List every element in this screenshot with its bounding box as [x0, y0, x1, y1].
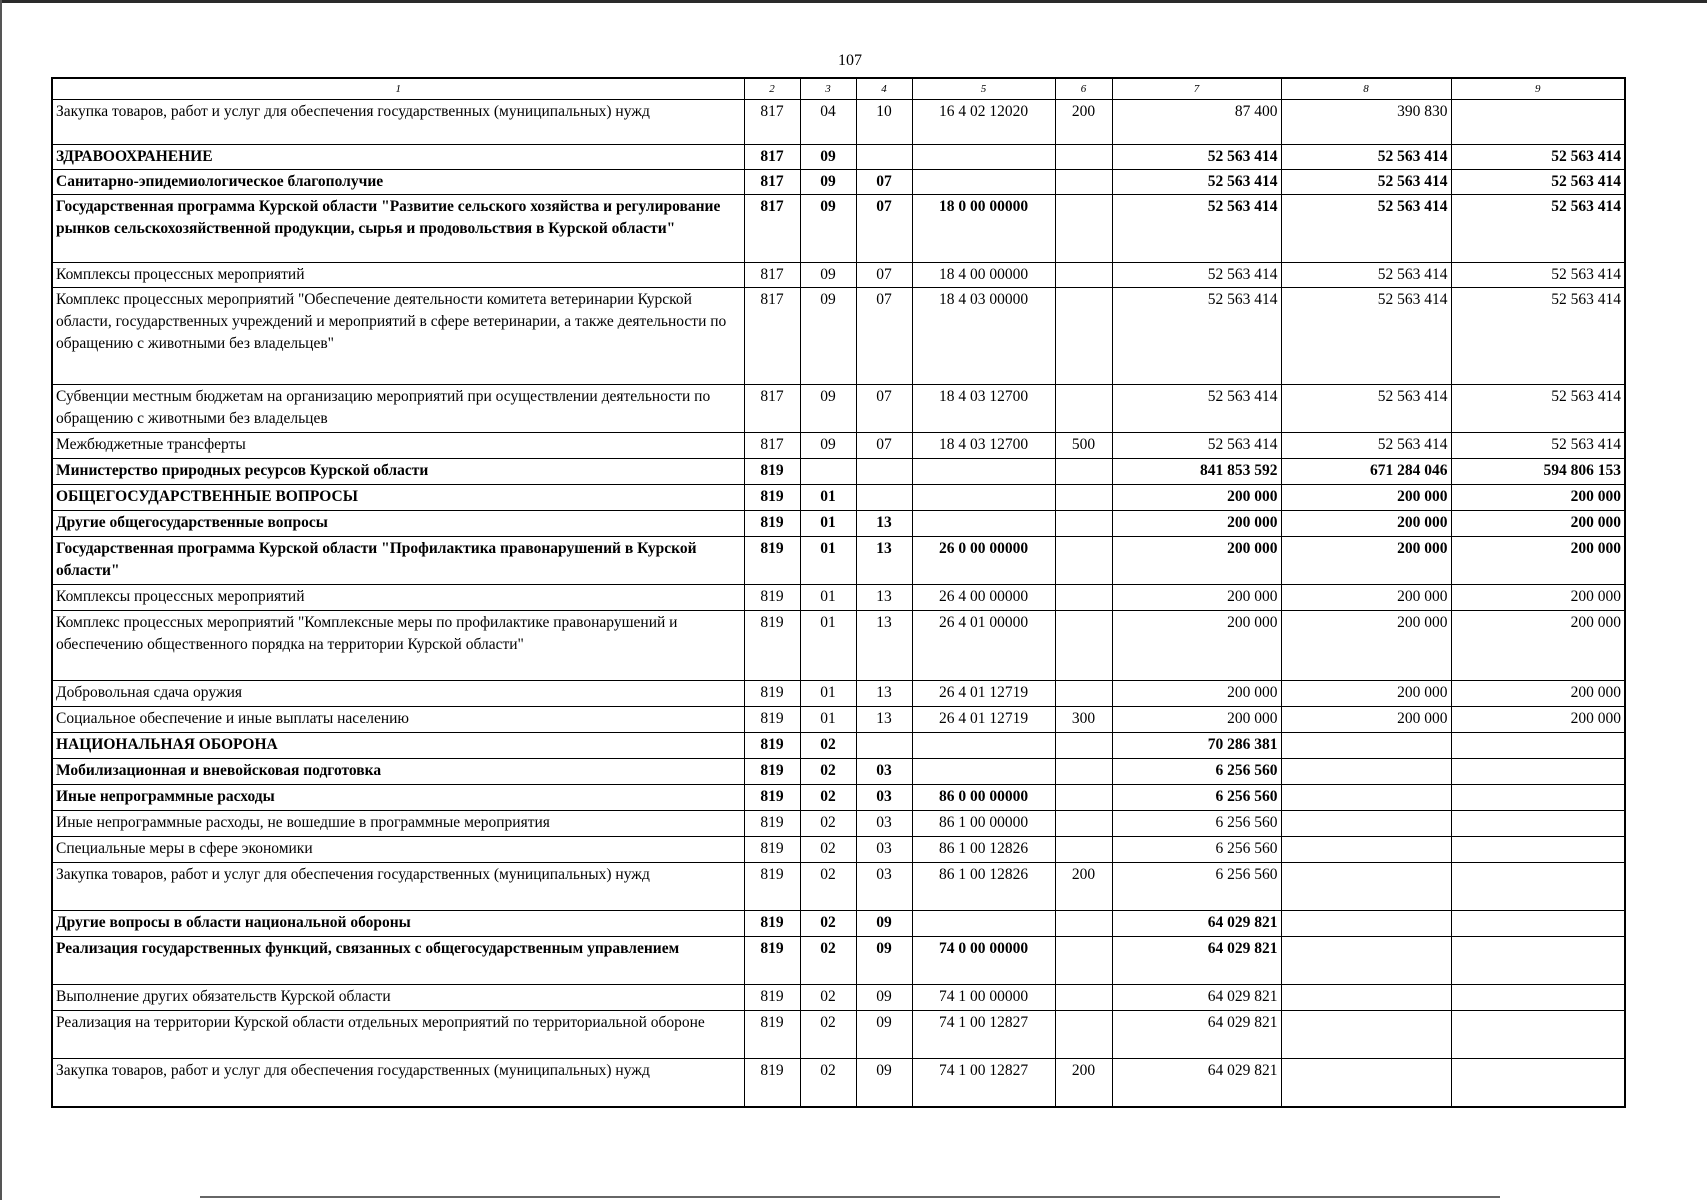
subsection-cell: 03 [856, 759, 912, 785]
item-name-cell: Закупка товаров, работ и услуг для обеспечения государственных (муниципальных) нужд [52, 863, 744, 911]
amount-year3-cell: 52 563 414 [1451, 288, 1625, 385]
table-row [52, 785, 1625, 811]
ministry-code-cell: 817 [744, 433, 800, 459]
amount-year1-cell: 64 029 821 [1112, 985, 1281, 1011]
amount-year1-cell: 52 563 414 [1112, 433, 1281, 459]
subsection-cell [856, 485, 912, 511]
amount-year1-cell: 52 563 414 [1112, 145, 1281, 170]
ministry-code-cell: 819 [744, 1011, 800, 1059]
table-row [52, 170, 1625, 195]
amount-year2-cell [1281, 985, 1451, 1011]
amount-year1-cell: 87 400 [1112, 100, 1281, 145]
amount-year3-cell [1451, 759, 1625, 785]
ministry-code-cell: 819 [744, 863, 800, 911]
column-header: 9 [1451, 78, 1625, 100]
amount-year2-cell [1281, 759, 1451, 785]
item-name-cell: ОБЩЕГОСУДАРСТВЕННЫЕ ВОПРОСЫ [52, 485, 744, 511]
column-header: 3 [800, 78, 856, 100]
item-name-cell: Государственная программа Курской области "Профилактика правонарушений в Курской области" [52, 537, 744, 585]
amount-year3-cell: 52 563 414 [1451, 433, 1625, 459]
item-name-cell: Другие вопросы в области национальной обороны [52, 911, 744, 937]
column-header: 5 [912, 78, 1055, 100]
subsection-cell: 09 [856, 985, 912, 1011]
table-row [52, 537, 1625, 585]
amount-year1-cell: 52 563 414 [1112, 288, 1281, 385]
subsection-cell: 09 [856, 911, 912, 937]
ministry-code-cell: 819 [744, 537, 800, 585]
amount-year2-cell [1281, 811, 1451, 837]
item-name-cell: Выполнение других обязательств Курской области [52, 985, 744, 1011]
ministry-code-cell: 819 [744, 837, 800, 863]
target-article-cell [912, 145, 1055, 170]
amount-year1-cell: 841 853 592 [1112, 459, 1281, 485]
amount-year3-cell [1451, 785, 1625, 811]
amount-year3-cell: 52 563 414 [1451, 145, 1625, 170]
item-name-cell: Иные непрограммные расходы, не вошедшие в программные мероприятия [52, 811, 744, 837]
scan-edge-left [0, 0, 2, 1200]
amount-year2-cell: 200 000 [1281, 707, 1451, 733]
amount-year1-cell: 200 000 [1112, 537, 1281, 585]
section-cell: 04 [800, 100, 856, 145]
table-row [52, 459, 1625, 485]
amount-year3-cell [1451, 1011, 1625, 1059]
scan-edge-top [0, 0, 1707, 3]
section-cell: 09 [800, 288, 856, 385]
ministry-code-cell: 817 [744, 288, 800, 385]
expense-type-cell [1055, 733, 1112, 759]
expense-type-cell: 200 [1055, 100, 1112, 145]
amount-year3-cell: 200 000 [1451, 537, 1625, 585]
table-row [52, 707, 1625, 733]
subsection-cell: 13 [856, 681, 912, 707]
amount-year1-cell: 70 286 381 [1112, 733, 1281, 759]
amount-year2-cell: 390 830 [1281, 100, 1451, 145]
item-name-cell: Иные непрограммные расходы [52, 785, 744, 811]
expense-type-cell [1055, 785, 1112, 811]
table-row [52, 511, 1625, 537]
section-cell: 02 [800, 937, 856, 985]
ministry-code-cell: 819 [744, 485, 800, 511]
section-cell: 02 [800, 1011, 856, 1059]
amount-year3-cell [1451, 863, 1625, 911]
column-number-row [52, 78, 1625, 100]
target-article-cell: 26 0 00 00000 [912, 537, 1055, 585]
column-header: 4 [856, 78, 912, 100]
target-article-cell [912, 733, 1055, 759]
section-cell: 09 [800, 385, 856, 433]
ministry-code-cell: 819 [744, 759, 800, 785]
amount-year1-cell: 6 256 560 [1112, 811, 1281, 837]
amount-year1-cell: 200 000 [1112, 485, 1281, 511]
amount-year2-cell: 200 000 [1281, 681, 1451, 707]
expense-type-cell [1055, 585, 1112, 611]
expense-type-cell [1055, 485, 1112, 511]
item-name-cell: Санитарно-эпидемиологическое благополучие [52, 170, 744, 195]
amount-year1-cell: 64 029 821 [1112, 937, 1281, 985]
section-cell: 01 [800, 585, 856, 611]
table-row [52, 195, 1625, 263]
target-article-cell: 86 0 00 00000 [912, 785, 1055, 811]
subsection-cell: 13 [856, 511, 912, 537]
target-article-cell [912, 911, 1055, 937]
section-cell: 09 [800, 433, 856, 459]
column-header: 6 [1055, 78, 1112, 100]
target-article-cell: 26 4 01 00000 [912, 611, 1055, 681]
section-cell: 09 [800, 145, 856, 170]
table-row [52, 733, 1625, 759]
amount-year2-cell: 200 000 [1281, 585, 1451, 611]
section-cell: 01 [800, 681, 856, 707]
target-article-cell: 16 4 02 12020 [912, 100, 1055, 145]
table-row [52, 681, 1625, 707]
section-cell: 02 [800, 733, 856, 759]
subsection-cell: 07 [856, 288, 912, 385]
ministry-code-cell: 817 [744, 100, 800, 145]
subsection-cell: 09 [856, 937, 912, 985]
section-cell: 02 [800, 785, 856, 811]
amount-year3-cell [1451, 1059, 1625, 1107]
expense-type-cell [1055, 611, 1112, 681]
expense-type-cell [1055, 759, 1112, 785]
ministry-code-cell: 819 [744, 511, 800, 537]
expense-type-cell [1055, 288, 1112, 385]
expense-type-cell [1055, 681, 1112, 707]
target-article-cell [912, 485, 1055, 511]
subsection-cell: 07 [856, 263, 912, 288]
item-name-cell: Комплексы процессных мероприятий [52, 585, 744, 611]
amount-year1-cell: 200 000 [1112, 585, 1281, 611]
amount-year3-cell [1451, 837, 1625, 863]
amount-year1-cell: 52 563 414 [1112, 195, 1281, 263]
subsection-cell: 03 [856, 837, 912, 863]
item-name-cell: Добровольная сдача оружия [52, 681, 744, 707]
amount-year3-cell: 200 000 [1451, 485, 1625, 511]
ministry-code-cell: 819 [744, 1059, 800, 1107]
section-cell: 01 [800, 537, 856, 585]
target-article-cell: 18 4 03 12700 [912, 385, 1055, 433]
table-row [52, 585, 1625, 611]
item-name-cell: Социальное обеспечение и иные выплаты населению [52, 707, 744, 733]
section-cell: 01 [800, 485, 856, 511]
item-name-cell: НАЦИОНАЛЬНАЯ ОБОРОНА [52, 733, 744, 759]
table-row [52, 100, 1625, 145]
ministry-code-cell: 817 [744, 263, 800, 288]
target-article-cell [912, 459, 1055, 485]
subsection-cell: 09 [856, 1059, 912, 1107]
subsection-cell: 07 [856, 433, 912, 459]
table-row [52, 863, 1625, 911]
section-cell: 02 [800, 1059, 856, 1107]
amount-year3-cell [1451, 937, 1625, 985]
subsection-cell [856, 145, 912, 170]
subsection-cell: 07 [856, 170, 912, 195]
amount-year2-cell [1281, 911, 1451, 937]
column-header: 8 [1281, 78, 1451, 100]
ministry-code-cell: 819 [744, 585, 800, 611]
expense-type-cell [1055, 263, 1112, 288]
table-row [52, 611, 1625, 681]
amount-year2-cell: 52 563 414 [1281, 263, 1451, 288]
expense-type-cell [1055, 911, 1112, 937]
table-row [52, 837, 1625, 863]
table-row [52, 485, 1625, 511]
section-cell: 02 [800, 985, 856, 1011]
amount-year1-cell: 6 256 560 [1112, 863, 1281, 911]
section-cell: 02 [800, 863, 856, 911]
subsection-cell: 09 [856, 1011, 912, 1059]
target-article-cell: 18 4 00 00000 [912, 263, 1055, 288]
expense-type-cell: 200 [1055, 863, 1112, 911]
subsection-cell: 07 [856, 385, 912, 433]
item-name-cell: Межбюджетные трансферты [52, 433, 744, 459]
item-name-cell: Специальные меры в сфере экономики [52, 837, 744, 863]
table-row [52, 985, 1625, 1011]
section-cell: 01 [800, 511, 856, 537]
scan-edge-bottom [200, 1196, 1500, 1198]
target-article-cell: 86 1 00 12826 [912, 837, 1055, 863]
expense-type-cell: 200 [1055, 1059, 1112, 1107]
target-article-cell: 74 0 00 00000 [912, 937, 1055, 985]
item-name-cell: Субвенции местным бюджетам на организацию мероприятий при осуществлении деятельности по обращению с животными без владельцев [52, 385, 744, 433]
ministry-code-cell: 819 [744, 681, 800, 707]
expense-type-cell [1055, 937, 1112, 985]
item-name-cell: Закупка товаров, работ и услуг для обеспечения государственных (муниципальных) нужд [52, 1059, 744, 1107]
item-name-cell: Реализация на территории Курской области отдельных мероприятий по территориальной обороне [52, 1011, 744, 1059]
amount-year2-cell [1281, 863, 1451, 911]
amount-year2-cell: 200 000 [1281, 485, 1451, 511]
amount-year2-cell: 52 563 414 [1281, 170, 1451, 195]
amount-year3-cell [1451, 911, 1625, 937]
amount-year3-cell: 594 806 153 [1451, 459, 1625, 485]
ministry-code-cell: 819 [744, 937, 800, 985]
ministry-code-cell: 819 [744, 985, 800, 1011]
amount-year1-cell: 200 000 [1112, 681, 1281, 707]
target-article-cell: 74 1 00 12827 [912, 1011, 1055, 1059]
amount-year2-cell [1281, 1059, 1451, 1107]
table-row [52, 263, 1625, 288]
ministry-code-cell: 819 [744, 707, 800, 733]
expense-type-cell [1055, 985, 1112, 1011]
item-name-cell: Комплекс процессных мероприятий "Комплексные меры по профилактике правонарушений и обеспечению общественного порядка на территории Курской области" [52, 611, 744, 681]
table-row [52, 385, 1625, 433]
amount-year3-cell [1451, 100, 1625, 145]
subsection-cell [856, 733, 912, 759]
amount-year3-cell: 200 000 [1451, 681, 1625, 707]
expense-type-cell: 300 [1055, 707, 1112, 733]
amount-year3-cell: 52 563 414 [1451, 170, 1625, 195]
expense-type-cell [1055, 511, 1112, 537]
ministry-code-cell: 819 [744, 785, 800, 811]
expense-type-cell [1055, 195, 1112, 263]
target-article-cell: 18 4 03 00000 [912, 288, 1055, 385]
amount-year1-cell: 200 000 [1112, 511, 1281, 537]
table-row [52, 145, 1625, 170]
table-row [52, 1011, 1625, 1059]
amount-year3-cell: 52 563 414 [1451, 263, 1625, 288]
target-article-cell: 26 4 01 12719 [912, 707, 1055, 733]
section-cell [800, 459, 856, 485]
amount-year2-cell: 200 000 [1281, 511, 1451, 537]
section-cell: 02 [800, 911, 856, 937]
ministry-code-cell: 817 [744, 170, 800, 195]
amount-year1-cell: 64 029 821 [1112, 1059, 1281, 1107]
amount-year2-cell [1281, 1011, 1451, 1059]
section-cell: 01 [800, 611, 856, 681]
table-row [52, 759, 1625, 785]
table-row [52, 288, 1625, 385]
amount-year1-cell: 64 029 821 [1112, 911, 1281, 937]
subsection-cell: 10 [856, 100, 912, 145]
target-article-cell: 74 1 00 12827 [912, 1059, 1055, 1107]
amount-year3-cell: 200 000 [1451, 585, 1625, 611]
table-row [52, 811, 1625, 837]
expense-type-cell [1055, 170, 1112, 195]
table-row [52, 911, 1625, 937]
page-number: 107 [838, 52, 862, 69]
item-name-cell: Комплекс процессных мероприятий "Обеспечение деятельности комитета ветеринарии Курской области, государственных учреждений и мероприятий в сфере ветеринарии, а также деятельности по обращению с животными без владельцев" [52, 288, 744, 385]
section-cell: 09 [800, 195, 856, 263]
amount-year3-cell [1451, 985, 1625, 1011]
amount-year2-cell [1281, 733, 1451, 759]
ministry-code-cell: 819 [744, 811, 800, 837]
amount-year1-cell: 64 029 821 [1112, 1011, 1281, 1059]
target-article-cell: 18 0 00 00000 [912, 195, 1055, 263]
expense-type-cell [1055, 837, 1112, 863]
section-cell: 01 [800, 707, 856, 733]
item-name-cell: Реализация государственных функций, связанных с общегосударственным управлением [52, 937, 744, 985]
section-cell: 02 [800, 759, 856, 785]
subsection-cell: 03 [856, 811, 912, 837]
subsection-cell: 13 [856, 611, 912, 681]
amount-year3-cell [1451, 733, 1625, 759]
column-header: 2 [744, 78, 800, 100]
amount-year2-cell: 671 284 046 [1281, 459, 1451, 485]
section-cell: 02 [800, 837, 856, 863]
ministry-code-cell: 819 [744, 733, 800, 759]
expense-type-cell [1055, 145, 1112, 170]
ministry-code-cell: 817 [744, 145, 800, 170]
amount-year1-cell: 52 563 414 [1112, 263, 1281, 288]
table-row [52, 433, 1625, 459]
amount-year2-cell: 200 000 [1281, 537, 1451, 585]
amount-year2-cell [1281, 937, 1451, 985]
expense-type-cell: 500 [1055, 433, 1112, 459]
amount-year2-cell: 52 563 414 [1281, 288, 1451, 385]
amount-year1-cell: 52 563 414 [1112, 385, 1281, 433]
item-name-cell: Государственная программа Курской области "Развитие сельского хозяйства и регулирование рынков сельскохозяйственной продукции, сырья и продовольствия в Курской области" [52, 195, 744, 263]
amount-year1-cell: 200 000 [1112, 611, 1281, 681]
subsection-cell: 07 [856, 195, 912, 263]
ministry-code-cell: 817 [744, 195, 800, 263]
table-row [52, 937, 1625, 985]
amount-year2-cell [1281, 837, 1451, 863]
subsection-cell: 13 [856, 707, 912, 733]
table-row [52, 1059, 1625, 1107]
amount-year1-cell: 52 563 414 [1112, 170, 1281, 195]
item-name-cell: ЗДРАВООХРАНЕНИЕ [52, 145, 744, 170]
amount-year2-cell: 52 563 414 [1281, 433, 1451, 459]
target-article-cell: 74 1 00 00000 [912, 985, 1055, 1011]
amount-year1-cell: 6 256 560 [1112, 785, 1281, 811]
target-article-cell [912, 511, 1055, 537]
amount-year2-cell [1281, 785, 1451, 811]
expense-type-cell [1055, 459, 1112, 485]
budget-table [51, 77, 1626, 1108]
item-name-cell: Закупка товаров, работ и услуг для обеспечения государственных (муниципальных) нужд [52, 100, 744, 145]
subsection-cell: 03 [856, 785, 912, 811]
expense-type-cell [1055, 1011, 1112, 1059]
target-article-cell: 26 4 00 00000 [912, 585, 1055, 611]
target-article-cell [912, 759, 1055, 785]
column-header: 7 [1112, 78, 1281, 100]
amount-year1-cell: 6 256 560 [1112, 837, 1281, 863]
ministry-code-cell: 817 [744, 385, 800, 433]
expense-type-cell [1055, 385, 1112, 433]
target-article-cell: 86 1 00 00000 [912, 811, 1055, 837]
target-article-cell: 26 4 01 12719 [912, 681, 1055, 707]
item-name-cell: Министерство природных ресурсов Курской области [52, 459, 744, 485]
expense-type-cell [1055, 811, 1112, 837]
item-name-cell: Мобилизационная и вневойсковая подготовка [52, 759, 744, 785]
amount-year3-cell: 52 563 414 [1451, 195, 1625, 263]
section-cell: 09 [800, 170, 856, 195]
amount-year2-cell: 52 563 414 [1281, 145, 1451, 170]
target-article-cell [912, 170, 1055, 195]
amount-year2-cell: 200 000 [1281, 611, 1451, 681]
ministry-code-cell: 819 [744, 611, 800, 681]
ministry-code-cell: 819 [744, 911, 800, 937]
ministry-code-cell: 819 [744, 459, 800, 485]
amount-year3-cell: 200 000 [1451, 707, 1625, 733]
item-name-cell: Комплексы процессных мероприятий [52, 263, 744, 288]
subsection-cell: 13 [856, 537, 912, 585]
amount-year3-cell: 200 000 [1451, 611, 1625, 681]
column-header: 1 [52, 78, 744, 100]
amount-year3-cell: 52 563 414 [1451, 385, 1625, 433]
expense-type-cell [1055, 537, 1112, 585]
amount-year1-cell: 200 000 [1112, 707, 1281, 733]
subsection-cell [856, 459, 912, 485]
amount-year3-cell [1451, 811, 1625, 837]
subsection-cell: 03 [856, 863, 912, 911]
item-name-cell: Другие общегосударственные вопросы [52, 511, 744, 537]
section-cell: 09 [800, 263, 856, 288]
amount-year1-cell: 6 256 560 [1112, 759, 1281, 785]
target-article-cell: 86 1 00 12826 [912, 863, 1055, 911]
target-article-cell: 18 4 03 12700 [912, 433, 1055, 459]
subsection-cell: 13 [856, 585, 912, 611]
amount-year2-cell: 52 563 414 [1281, 385, 1451, 433]
amount-year2-cell: 52 563 414 [1281, 195, 1451, 263]
amount-year3-cell: 200 000 [1451, 511, 1625, 537]
section-cell: 02 [800, 811, 856, 837]
